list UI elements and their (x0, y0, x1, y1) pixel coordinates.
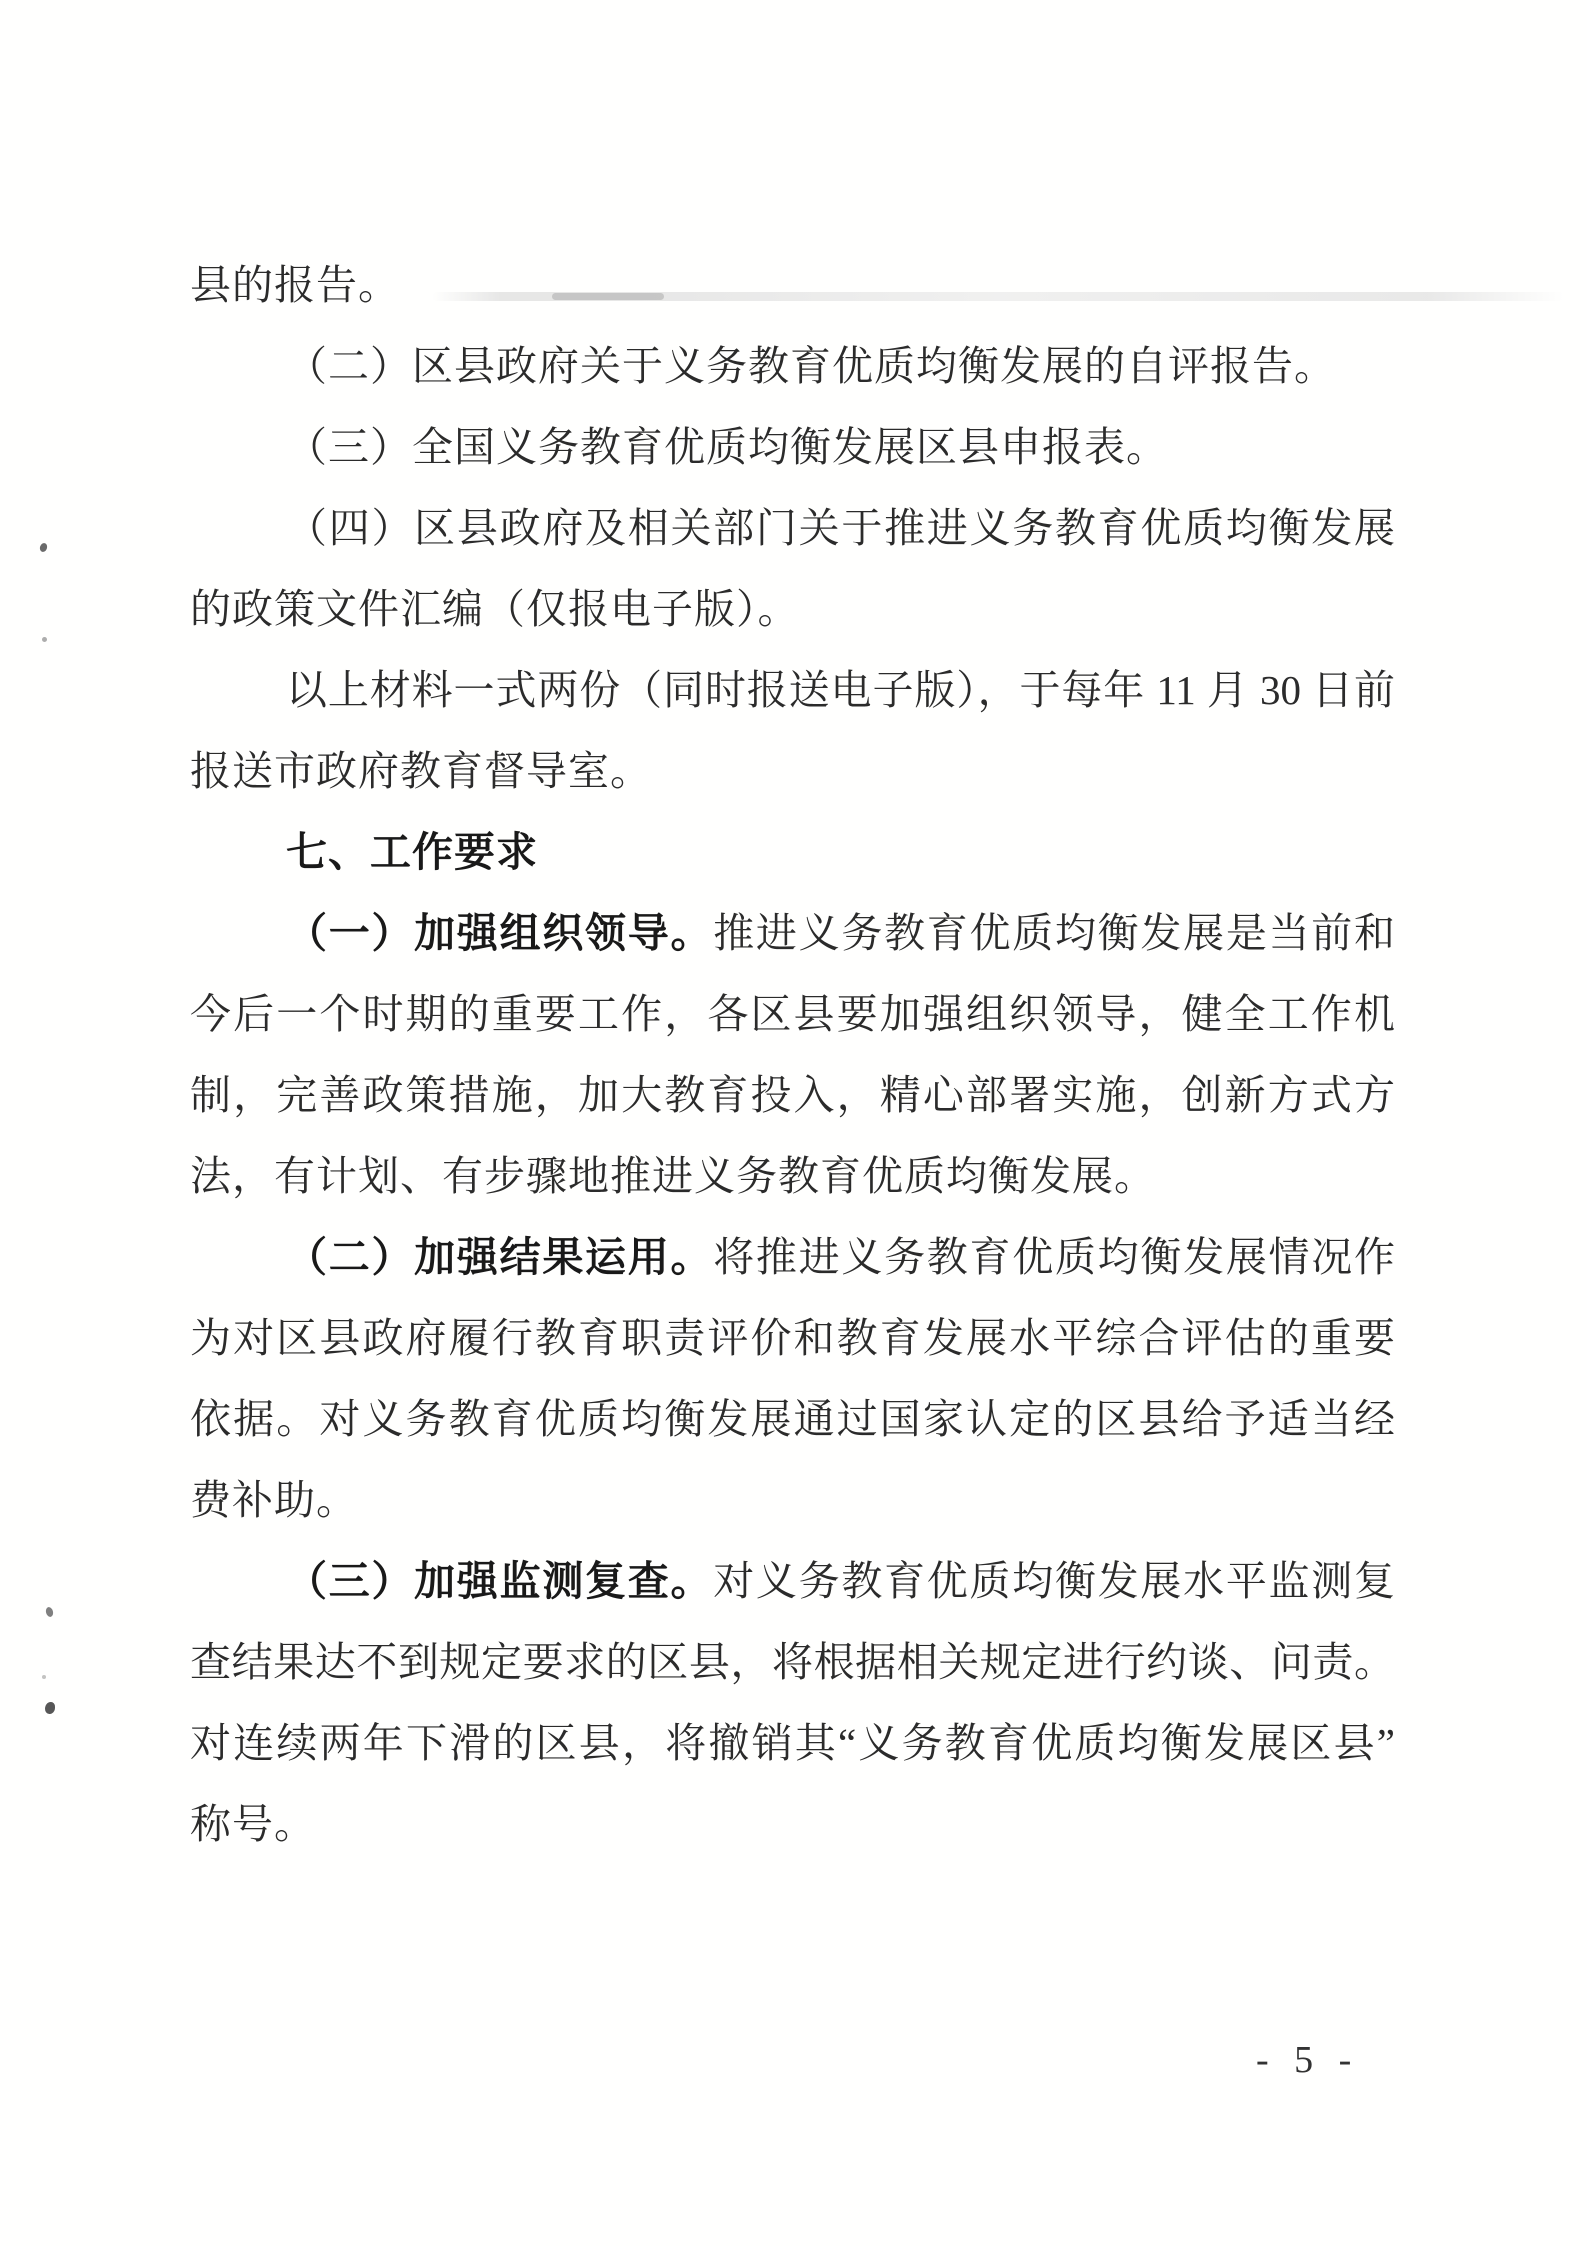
text-line (190, 1298, 1395, 1379)
text-segment: 对义务教育优质均衡发展水平监测复 (713, 1558, 1396, 1604)
text-line (190, 1703, 1395, 1784)
text-segment: 的政策文件汇编（仅报电子版）。 (190, 586, 800, 632)
scan-speck (42, 637, 47, 642)
text-line (190, 326, 1395, 407)
text-segment: 制，完善政策措施，加大教育投入，精心部署实施，创新方式方 (190, 1072, 1395, 1118)
scan-speck (45, 1606, 54, 1617)
text-line (190, 1784, 1395, 1865)
text-segment: 称号。 (190, 1801, 316, 1847)
text-segment: 依据。对义务教育优质均衡发展通过国家认定的区县给予适当经 (190, 1396, 1395, 1442)
text-line (190, 893, 1395, 974)
text-segment: 对连续两年下滑的区县，将撤销其“义务教育优质均衡发展区县” (190, 1720, 1395, 1766)
text-segment: 查结果达不到规定要求的区县，将根据相关规定进行约谈、问责。 (190, 1639, 1395, 1685)
text-segment: （四）区县政府及相关部门关于推进义务教育优质均衡发展 (286, 505, 1395, 551)
document-text-block (190, 245, 1395, 1865)
text-line (190, 1217, 1395, 1298)
page-number: - 5 - (1256, 2039, 1360, 2081)
text-line (190, 974, 1395, 1055)
text-line (190, 1622, 1395, 1703)
text-segment: （三）全国义务教育优质均衡发展区县申报表。 (286, 424, 1168, 470)
text-line (190, 569, 1395, 650)
text-segment: 以上材料一式两份（同时报送电子版），于每年 11 月 30 日前 (286, 667, 1395, 713)
text-segment: 法，有计划、有步骤地推进义务教育优质均衡发展。 (190, 1153, 1156, 1199)
text-segment-bold: （一）加强组织领导。 (286, 910, 714, 956)
text-line (190, 650, 1395, 731)
scan-speck (39, 542, 49, 553)
text-line (190, 1379, 1395, 1460)
text-segment-bold: 七、工作要求 (286, 829, 538, 875)
text-line (190, 1541, 1395, 1622)
text-line (190, 245, 1395, 326)
text-line (190, 1460, 1395, 1541)
text-segment: 今后一个时期的重要工作，各区县要加强组织领导，健全工作机 (190, 991, 1395, 1037)
text-segment-bold: （三）加强监测复查。 (286, 1558, 714, 1604)
text-segment: （二）区县政府关于义务教育优质均衡发展的自评报告。 (286, 343, 1336, 389)
text-line (190, 812, 1395, 893)
text-segment-bold: （二）加强结果运用。 (286, 1234, 714, 1280)
text-line (190, 1136, 1395, 1217)
text-line (190, 407, 1395, 488)
text-segment: 县的报告。 (190, 262, 400, 308)
text-segment: 报送市政府教育督导室。 (190, 748, 652, 794)
text-line (190, 1055, 1395, 1136)
text-line (190, 731, 1395, 812)
text-line (190, 488, 1395, 569)
text-segment: 推进义务教育优质均衡发展是当前和 (713, 910, 1396, 956)
text-segment: 费补助。 (190, 1477, 358, 1523)
scan-speck (45, 1702, 55, 1714)
text-segment: 将推进义务教育优质均衡发展情况作 (713, 1234, 1396, 1280)
scan-speck (42, 1675, 46, 1679)
text-segment: 为对区县政府履行教育职责评价和教育发展水平综合评估的重要 (190, 1315, 1395, 1361)
